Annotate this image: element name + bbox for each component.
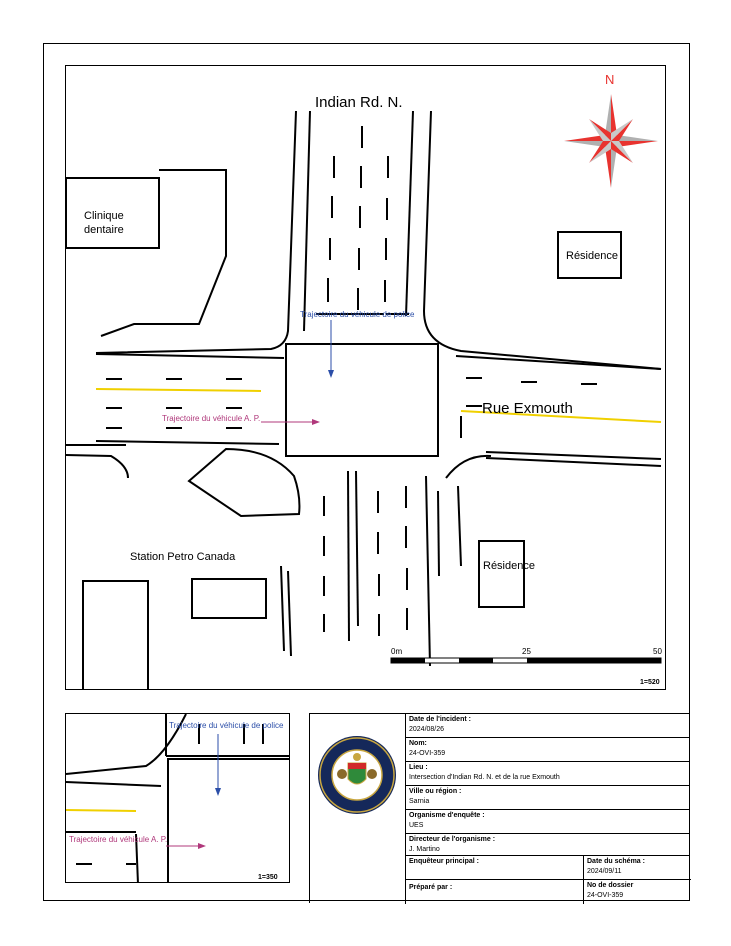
curb [446, 456, 491, 478]
label-dental-1: Clinique [84, 210, 124, 222]
label-org: Organisme d'enquête : [409, 812, 485, 819]
road-edge [96, 111, 296, 353]
field-diagram-date [584, 856, 691, 880]
title-block [309, 713, 690, 903]
police-track [328, 320, 334, 378]
label-police-track: Trajectoire du véhicule de police [300, 310, 415, 319]
siu-seal [310, 719, 406, 839]
label-residence-se: Résidence [483, 560, 535, 572]
label-lead: Enquêteur principal : [409, 858, 480, 865]
road-edge [486, 458, 661, 466]
building-station-a [83, 581, 148, 690]
curb [281, 566, 284, 651]
value-city: Sarnia [409, 798, 430, 805]
north-label: N [605, 72, 615, 87]
label-city: Ville ou région : [409, 788, 462, 795]
field-incident-date [406, 714, 690, 738]
building-residence-se [479, 541, 524, 607]
intersection-map [65, 65, 666, 690]
curb [458, 486, 461, 566]
value-name: 24-OVI-359 [409, 750, 446, 757]
label-prepared: Préparé par : [409, 884, 453, 891]
inset-label-police: Trajectoire du véhicule de police [169, 721, 284, 730]
scale-start: 0m [391, 647, 403, 656]
field-name [406, 738, 690, 762]
road-edge [426, 476, 430, 666]
street-label-exmouth: Rue Exmouth [482, 400, 573, 417]
road-edge [96, 441, 279, 444]
label-diagram-date: Date du schéma : [587, 858, 645, 865]
scale-mid: 25 [522, 647, 531, 656]
traffic-island [189, 449, 299, 516]
value-place: Intersection d'Indian Rd. N. et de la rue Exmouth [409, 774, 560, 781]
curb [288, 571, 291, 656]
curb [304, 111, 310, 331]
curb [486, 452, 661, 459]
road-edge [424, 111, 661, 369]
label-file-no: No de dossier [587, 882, 634, 889]
value-director: J. Martino [409, 846, 440, 853]
label-director: Directeur de l'organisme : [409, 836, 496, 843]
inset-label-ap: Trajectoire du véhicule A. P. [69, 835, 168, 844]
label-ap-track: Trajectoire du véhicule A. P. [162, 414, 261, 423]
field-prepared-by [406, 880, 584, 904]
street-label-indian: Indian Rd. N. [315, 94, 403, 111]
intersection-box [286, 344, 438, 456]
scale-bar [391, 658, 661, 663]
road-edge [348, 471, 349, 641]
scale-end: 50 [653, 647, 662, 656]
value-incident-date: 2024/08/26 [409, 726, 445, 733]
ap-track [261, 419, 320, 425]
road-edge [356, 471, 358, 626]
field-file-no [584, 880, 691, 904]
label-residence-ne: Résidence [566, 250, 618, 262]
value-org: UES [409, 822, 424, 829]
inset-drawing [66, 714, 290, 883]
label-incident-date: Date de l'incident : [409, 716, 471, 723]
label-station: Station Petro Canada [130, 551, 236, 563]
building-dental-outline [101, 170, 226, 336]
map-ratio: 1=520 [640, 679, 660, 686]
inset-map [65, 713, 290, 883]
field-place [406, 762, 690, 786]
inset-ratio: 1=350 [258, 874, 278, 881]
field-lead-investigator [406, 856, 584, 880]
map-drawing [66, 66, 666, 690]
siu-logo-panel [310, 714, 406, 904]
field-org [406, 810, 690, 834]
label-dental-2: dentaire [84, 224, 124, 236]
compass-rose [564, 94, 658, 188]
curb [438, 491, 439, 576]
curb [66, 455, 128, 478]
value-diagram-date: 2024/09/11 [587, 868, 622, 875]
label-name: Nom: [409, 740, 427, 747]
curb [406, 111, 413, 316]
field-city [406, 786, 690, 810]
road-edge [456, 356, 661, 369]
field-director [406, 834, 690, 856]
label-place: Lieu : [409, 764, 428, 771]
road-edge [96, 354, 284, 358]
value-file-no: 24-OVI-359 [587, 892, 624, 899]
building-station-b [192, 579, 266, 618]
